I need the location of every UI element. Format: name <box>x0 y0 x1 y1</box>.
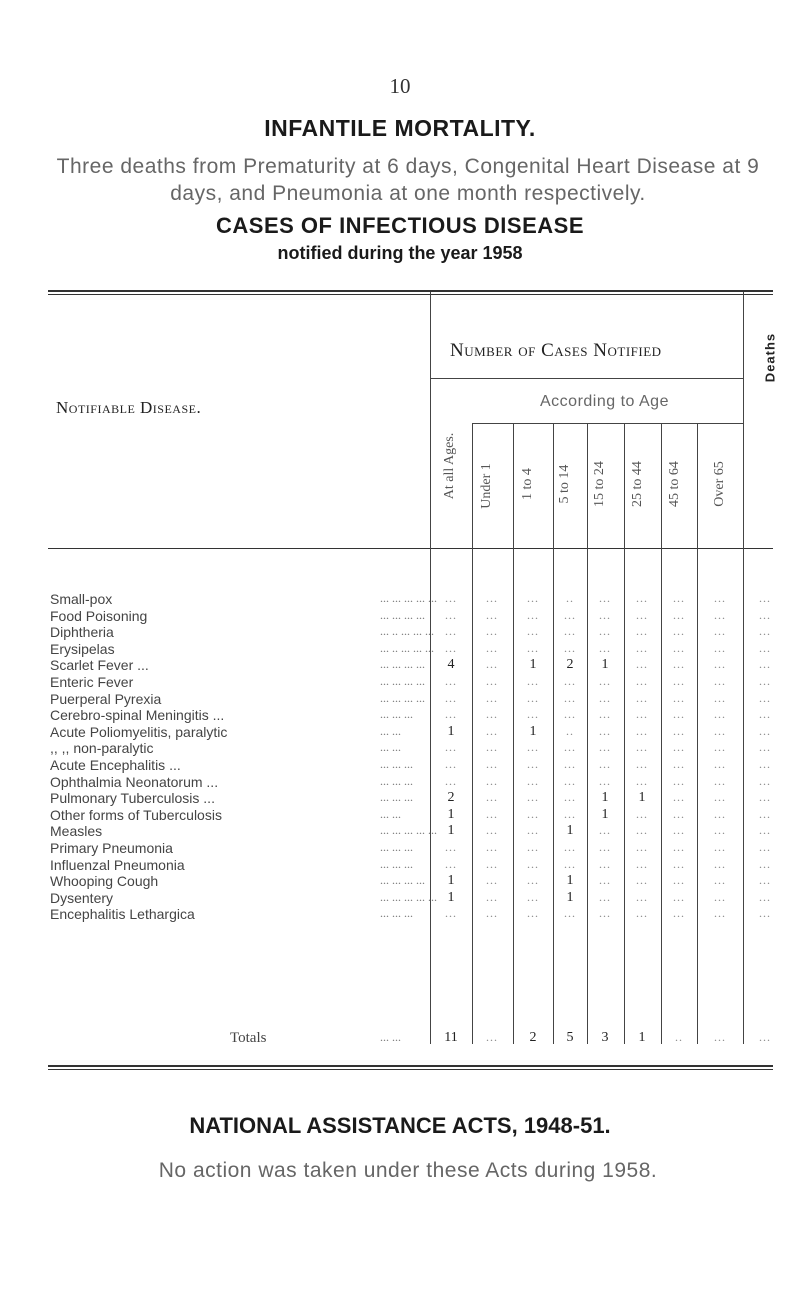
table-cell: ... <box>486 591 498 605</box>
table-cell: ... <box>564 674 576 688</box>
table-cell: 1 <box>529 657 537 673</box>
table-cell: ... <box>527 773 539 788</box>
table-cell: ... <box>673 889 685 904</box>
table-cell: ... <box>759 806 771 821</box>
table-cell: ... <box>599 757 611 771</box>
leader-dots: ... ... <box>380 806 401 821</box>
table-cell: ... <box>527 856 539 871</box>
leader-dots: ... ... <box>380 723 401 738</box>
table-cell: ... <box>759 723 771 738</box>
table-cell: ... <box>673 856 685 871</box>
table-cell: ... <box>564 624 576 639</box>
table-cell: ... <box>599 889 611 904</box>
table-row <box>0 857 800 873</box>
disease-name: Encephalitis Lethargica <box>50 906 195 923</box>
table-cell: ... <box>527 607 539 622</box>
table-cell: ... <box>636 889 648 904</box>
table-cell: ... <box>673 640 685 655</box>
table-row <box>0 624 800 640</box>
table-row <box>0 790 800 806</box>
table-cell: ... <box>445 690 457 705</box>
cases-group-header: Number of Cases Notified <box>450 340 662 361</box>
table-cell: ... <box>599 723 611 738</box>
disease-column-header: Notifiable Disease. <box>56 398 202 417</box>
table-cell: ... <box>636 657 648 672</box>
table-cell: ... <box>714 856 726 871</box>
disease-name: Whooping Cough <box>50 873 159 890</box>
header-bottom-rule <box>48 548 773 549</box>
table-row <box>0 840 800 856</box>
table-cell: ... <box>527 640 539 655</box>
disease-name: Food Poisoning <box>50 607 148 624</box>
table-row <box>0 807 800 823</box>
age-col-header-5-to-14: 5 to 14 <box>557 464 572 504</box>
table-cell: ... <box>599 707 611 722</box>
table-cell: ... <box>599 624 611 639</box>
table-cell: ... <box>759 740 771 755</box>
disease-name: Puerperal Pyrexia <box>50 690 162 707</box>
leader-dots: ... ... ... ... ... <box>380 591 437 605</box>
table-cell: ... <box>673 823 685 838</box>
table-cell: ... <box>673 657 685 672</box>
table-cell: ... <box>564 806 576 821</box>
table-cell: ... <box>527 823 539 838</box>
disease-name: Ophthalmia Neonatorum ... <box>50 773 219 790</box>
table-cell: ... <box>759 823 771 838</box>
table-row <box>0 890 800 906</box>
table-row <box>0 774 800 790</box>
table-cell: ... <box>445 856 457 871</box>
table-cell: ... <box>759 773 771 788</box>
disease-name: Small-pox <box>50 591 113 607</box>
table-cell: ... <box>445 624 457 639</box>
table-cell: ... <box>636 823 648 838</box>
table-cell: ... <box>636 624 648 639</box>
table-cell: ... <box>486 607 498 622</box>
leader-dots: ... ... ... ... ... <box>380 823 437 838</box>
table-cell: ... <box>527 707 539 722</box>
table-cell: ... <box>527 889 539 904</box>
table-cell: ... <box>486 806 498 821</box>
table-cell: 1 <box>638 790 646 806</box>
leader-dots: ... ... ... ... <box>380 657 425 672</box>
table-cell: ... <box>564 607 576 622</box>
table-cell: ... <box>527 790 539 805</box>
table-cell: ... <box>759 591 771 605</box>
disease-name: Totals <box>230 1030 267 1046</box>
table-cell: ... <box>714 674 726 688</box>
table-cell: ... <box>673 773 685 788</box>
table-cell: ... <box>564 707 576 722</box>
table-cell: ... <box>527 740 539 755</box>
table-cell: ... <box>599 773 611 788</box>
infectious-disease-heading: CASES OF INFECTIOUS DISEASE <box>216 213 584 238</box>
table-row <box>0 657 800 673</box>
table-cell: ... <box>599 906 611 921</box>
table-row <box>0 641 800 657</box>
table-cell: ... <box>486 790 498 805</box>
table-cell: 2 <box>529 1030 537 1045</box>
table-cell: ... <box>636 873 648 888</box>
table-cell: ... <box>759 889 771 904</box>
table-cell: ... <box>599 674 611 688</box>
table-cell: ... <box>486 723 498 738</box>
table-cell: ... <box>527 806 539 821</box>
table-cell: ... <box>564 757 576 771</box>
table-cell: ... <box>486 823 498 838</box>
table-row <box>0 823 800 839</box>
table-row <box>0 757 800 773</box>
table-cell: 1 <box>566 823 574 839</box>
table-cell: ... <box>564 773 576 788</box>
table-cell: ... <box>673 607 685 622</box>
table-cell: ... <box>759 757 771 771</box>
table-cell: ... <box>714 740 726 755</box>
table-cell: ... <box>673 790 685 805</box>
age-col-header-45-to-64: 45 to 64 <box>667 461 682 507</box>
age-col-header-under-1: Under 1 <box>479 463 494 509</box>
infantile-mortality-text: Three deaths from Prematurity at 6 days, Congenital Heart Disease at 9 days, and Pneumonia at one month respectively. <box>56 155 760 205</box>
table-cell: ... <box>527 906 539 921</box>
leader-dots: ... ... ... ... ... <box>380 889 437 904</box>
table-cell: ... <box>564 640 576 655</box>
table-cell: 11 <box>444 1030 458 1045</box>
table-cell: ... <box>714 723 726 738</box>
leader-dots: ... ... ... <box>380 856 413 871</box>
table-cell: ... <box>636 773 648 788</box>
table-cell: ... <box>486 757 498 771</box>
table-cell: ... <box>564 740 576 755</box>
table-cell: ... <box>445 674 457 688</box>
table-cell: ... <box>599 856 611 871</box>
table-cell: ... <box>759 906 771 921</box>
table-cell: ... <box>714 773 726 788</box>
table-cell: 2 <box>447 790 455 806</box>
table-row <box>0 591 800 607</box>
leader-dots: ... ... ... <box>380 707 413 722</box>
disease-name: Primary Pneumonia <box>50 840 173 856</box>
table-cell: ... <box>759 640 771 655</box>
table-row <box>0 707 800 723</box>
table-cell: ... <box>445 773 457 788</box>
table-cell: ... <box>599 873 611 888</box>
table-cell: ... <box>564 690 576 705</box>
leader-dots: ... .. ... ... ... <box>380 640 434 655</box>
table-cell: 1 <box>447 873 455 889</box>
table-cell: ... <box>759 607 771 622</box>
table-cell: ... <box>445 591 457 605</box>
table-cell: ... <box>636 757 648 771</box>
table-cell: ... <box>714 624 726 639</box>
disease-name: Dysentery <box>50 889 114 906</box>
table-row <box>0 674 800 690</box>
national-assistance-text: No action was taken under these Acts during 1958. <box>158 1159 658 1182</box>
table-cell: ... <box>486 674 498 688</box>
table-cell: ... <box>714 790 726 805</box>
table-bottom-rule-2 <box>48 1069 773 1070</box>
table-cell: ... <box>636 723 648 738</box>
table-cell: ... <box>673 740 685 755</box>
disease-name: Influenzal Pneumonia <box>50 856 185 873</box>
table-cell: 1 <box>566 889 574 905</box>
table-cell: ... <box>714 823 726 838</box>
infantile-mortality-heading: INFANTILE MORTALITY. <box>264 115 536 141</box>
table-cell: ... <box>486 856 498 871</box>
table-cell: ... <box>486 873 498 888</box>
leader-dots: ... ... ... ... <box>380 690 425 705</box>
table-cell: ... <box>486 906 498 921</box>
table-cell: ... <box>445 757 457 771</box>
disease-name: Measles <box>50 823 103 840</box>
table-cell: ... <box>527 873 539 888</box>
table-cell: ... <box>564 790 576 805</box>
table-cell: ... <box>673 690 685 705</box>
table-top-rule-2 <box>48 294 773 295</box>
table-cell: 2 <box>566 657 574 673</box>
all-ages-header: At all Ages. <box>442 432 457 500</box>
table-cell: ... <box>673 707 685 722</box>
table-cell: ... <box>636 856 648 871</box>
table-cell: ... <box>673 840 685 854</box>
table-cell: 1 <box>601 806 609 822</box>
leader-dots: ... ... ... <box>380 906 413 921</box>
disease-name: Other forms of Tuberculosis <box>50 806 222 823</box>
table-top-rule <box>48 290 773 292</box>
page-number: 10 <box>389 74 411 98</box>
table-cell: ... <box>445 640 457 655</box>
leader-dots: ... ... ... ... <box>380 674 425 688</box>
age-col-header-25-to-44: 25 to 44 <box>630 461 645 507</box>
table-row <box>0 740 800 756</box>
table-cell: ... <box>714 906 726 921</box>
table-cell: ... <box>714 640 726 655</box>
table-cell: 4 <box>447 657 455 673</box>
table-cell: ... <box>636 740 648 755</box>
national-assistance-heading: NATIONAL ASSISTANCE ACTS, 1948-51. <box>189 1113 611 1138</box>
table-cell: ... <box>486 707 498 722</box>
leader-dots: ... ... ... ... <box>380 607 425 622</box>
table-row <box>0 608 800 624</box>
table-cell: ... <box>673 624 685 639</box>
disease-name: Erysipelas <box>50 640 115 657</box>
infectious-disease-subheading: notified during the year 1958 <box>277 243 523 263</box>
table-cell: ... <box>599 740 611 755</box>
leader-dots: ... ... ... <box>380 840 413 854</box>
table-cell: ... <box>636 690 648 705</box>
table-cell: ... <box>714 889 726 904</box>
table-cell: ... <box>527 757 539 771</box>
table-cell: ... <box>599 640 611 655</box>
disease-name: Acute Encephalitis ... <box>50 757 181 773</box>
table-cell: 1 <box>529 723 537 739</box>
table-row <box>0 873 800 889</box>
leader-dots: ... ... ... <box>380 773 413 788</box>
disease-name: Scarlet Fever ... <box>50 657 149 674</box>
age-col-header-15-to-24: 15 to 24 <box>592 461 607 507</box>
table-cell: ... <box>527 840 539 854</box>
table-cell: ... <box>445 740 457 755</box>
table-cell: ... <box>714 1030 726 1044</box>
table-cell: ... <box>714 657 726 672</box>
table-cell: ... <box>636 840 648 854</box>
table-cell: ... <box>714 607 726 622</box>
disease-name: Enteric Fever <box>50 674 134 690</box>
table-cell: 1 <box>447 723 455 739</box>
table-cell: .. <box>566 591 574 605</box>
table-cell: ... <box>759 1030 771 1044</box>
leader-dots: ... ... ... <box>380 790 413 805</box>
table-cell: ... <box>673 757 685 771</box>
table-cell: ... <box>486 640 498 655</box>
table-cell: ... <box>759 873 771 888</box>
table-cell: ... <box>759 840 771 854</box>
table-cell: ... <box>636 591 648 605</box>
deaths-column-header: Deaths <box>762 332 778 383</box>
table-cell: ... <box>445 840 457 854</box>
age-col-header-1-to-4: 1 to 4 <box>520 468 535 500</box>
table-cell: ... <box>486 889 498 904</box>
table-cell: ... <box>599 607 611 622</box>
table-cell: ... <box>486 1030 498 1044</box>
table-cell: ... <box>564 906 576 921</box>
table-cell: ... <box>486 740 498 755</box>
table-row <box>0 1030 800 1046</box>
table-cell: .. <box>566 723 574 738</box>
table-cell: ... <box>636 806 648 821</box>
table-cell: ... <box>445 906 457 921</box>
table-cell: ... <box>486 624 498 639</box>
table-cell: ... <box>714 591 726 605</box>
disease-name: Pulmonary Tuberculosis ... <box>50 790 215 807</box>
table-cell: ... <box>714 690 726 705</box>
leader-dots: ... ... <box>380 1030 401 1044</box>
leader-dots: ... ... ... <box>380 757 413 771</box>
table-cell: 3 <box>601 1030 609 1045</box>
table-cell: ... <box>673 906 685 921</box>
table-cell: 5 <box>566 1030 574 1045</box>
table-cell: ... <box>599 591 611 605</box>
table-cell: 1 <box>447 806 455 822</box>
table-cell: ... <box>714 707 726 722</box>
table-cell: ... <box>486 690 498 705</box>
table-cell: ... <box>599 823 611 838</box>
table-cell: ... <box>759 856 771 871</box>
table-cell: ... <box>714 873 726 888</box>
table-row <box>0 724 800 740</box>
table-cell: ... <box>564 856 576 871</box>
table-cell: ... <box>759 690 771 705</box>
table-cell: ... <box>759 624 771 639</box>
table-cell: ... <box>673 674 685 688</box>
table-cell: ... <box>527 591 539 605</box>
table-cell: 1 <box>601 657 609 673</box>
table-cell: ... <box>527 674 539 688</box>
table-cell: 1 <box>447 889 455 905</box>
table-cell: ... <box>636 674 648 688</box>
table-cell: ... <box>673 806 685 821</box>
table-cell: ... <box>759 674 771 688</box>
table-cell: ... <box>445 707 457 722</box>
table-cell: ... <box>636 906 648 921</box>
table-bottom-rule <box>48 1065 773 1067</box>
table-cell: 1 <box>447 823 455 839</box>
table-row <box>0 906 800 922</box>
table-cell: 1 <box>638 1030 646 1045</box>
leader-dots: ... ... ... ... <box>380 873 425 888</box>
table-cell: ... <box>486 773 498 788</box>
table-row <box>0 691 800 707</box>
disease-name: Cerebro-spinal Meningitis ... <box>50 707 225 724</box>
table-cell: ... <box>486 840 498 854</box>
table-cell: ... <box>527 690 539 705</box>
table-cell: ... <box>673 873 685 888</box>
table-cell: ... <box>673 591 685 605</box>
leader-dots: ... ... <box>380 740 401 755</box>
table-cell: ... <box>527 624 539 639</box>
disease-name: Acute Poliomyelitis, paralytic <box>50 723 228 740</box>
table-cell: ... <box>759 707 771 722</box>
table-cell: ... <box>714 806 726 821</box>
disease-name: Diphtheria <box>50 624 114 641</box>
table-cell: ... <box>636 640 648 655</box>
table-cell: 1 <box>566 873 574 889</box>
table-cell: ... <box>636 707 648 722</box>
table-cell: ... <box>673 723 685 738</box>
table-cell: ... <box>714 757 726 771</box>
table-cell: 1 <box>601 790 609 806</box>
age-col-header-over-65: Over 65 <box>712 461 727 507</box>
table-cell: ... <box>636 607 648 622</box>
leader-dots: ... .. ... ... ... <box>380 624 434 639</box>
table-cell: .. <box>675 1030 683 1044</box>
group-header-underline <box>430 378 743 379</box>
table-cell: ... <box>486 657 498 672</box>
table-cell: ... <box>445 607 457 622</box>
table-cell: ... <box>759 657 771 672</box>
table-cell: ... <box>759 790 771 805</box>
disease-name: ,, ,, non-paralytic <box>50 740 154 757</box>
table-cell: ... <box>714 840 726 854</box>
table-cell: ... <box>599 840 611 854</box>
age-group-header: According to Age <box>540 393 669 410</box>
table-cell: ... <box>564 840 576 854</box>
table-cell: ... <box>599 690 611 705</box>
